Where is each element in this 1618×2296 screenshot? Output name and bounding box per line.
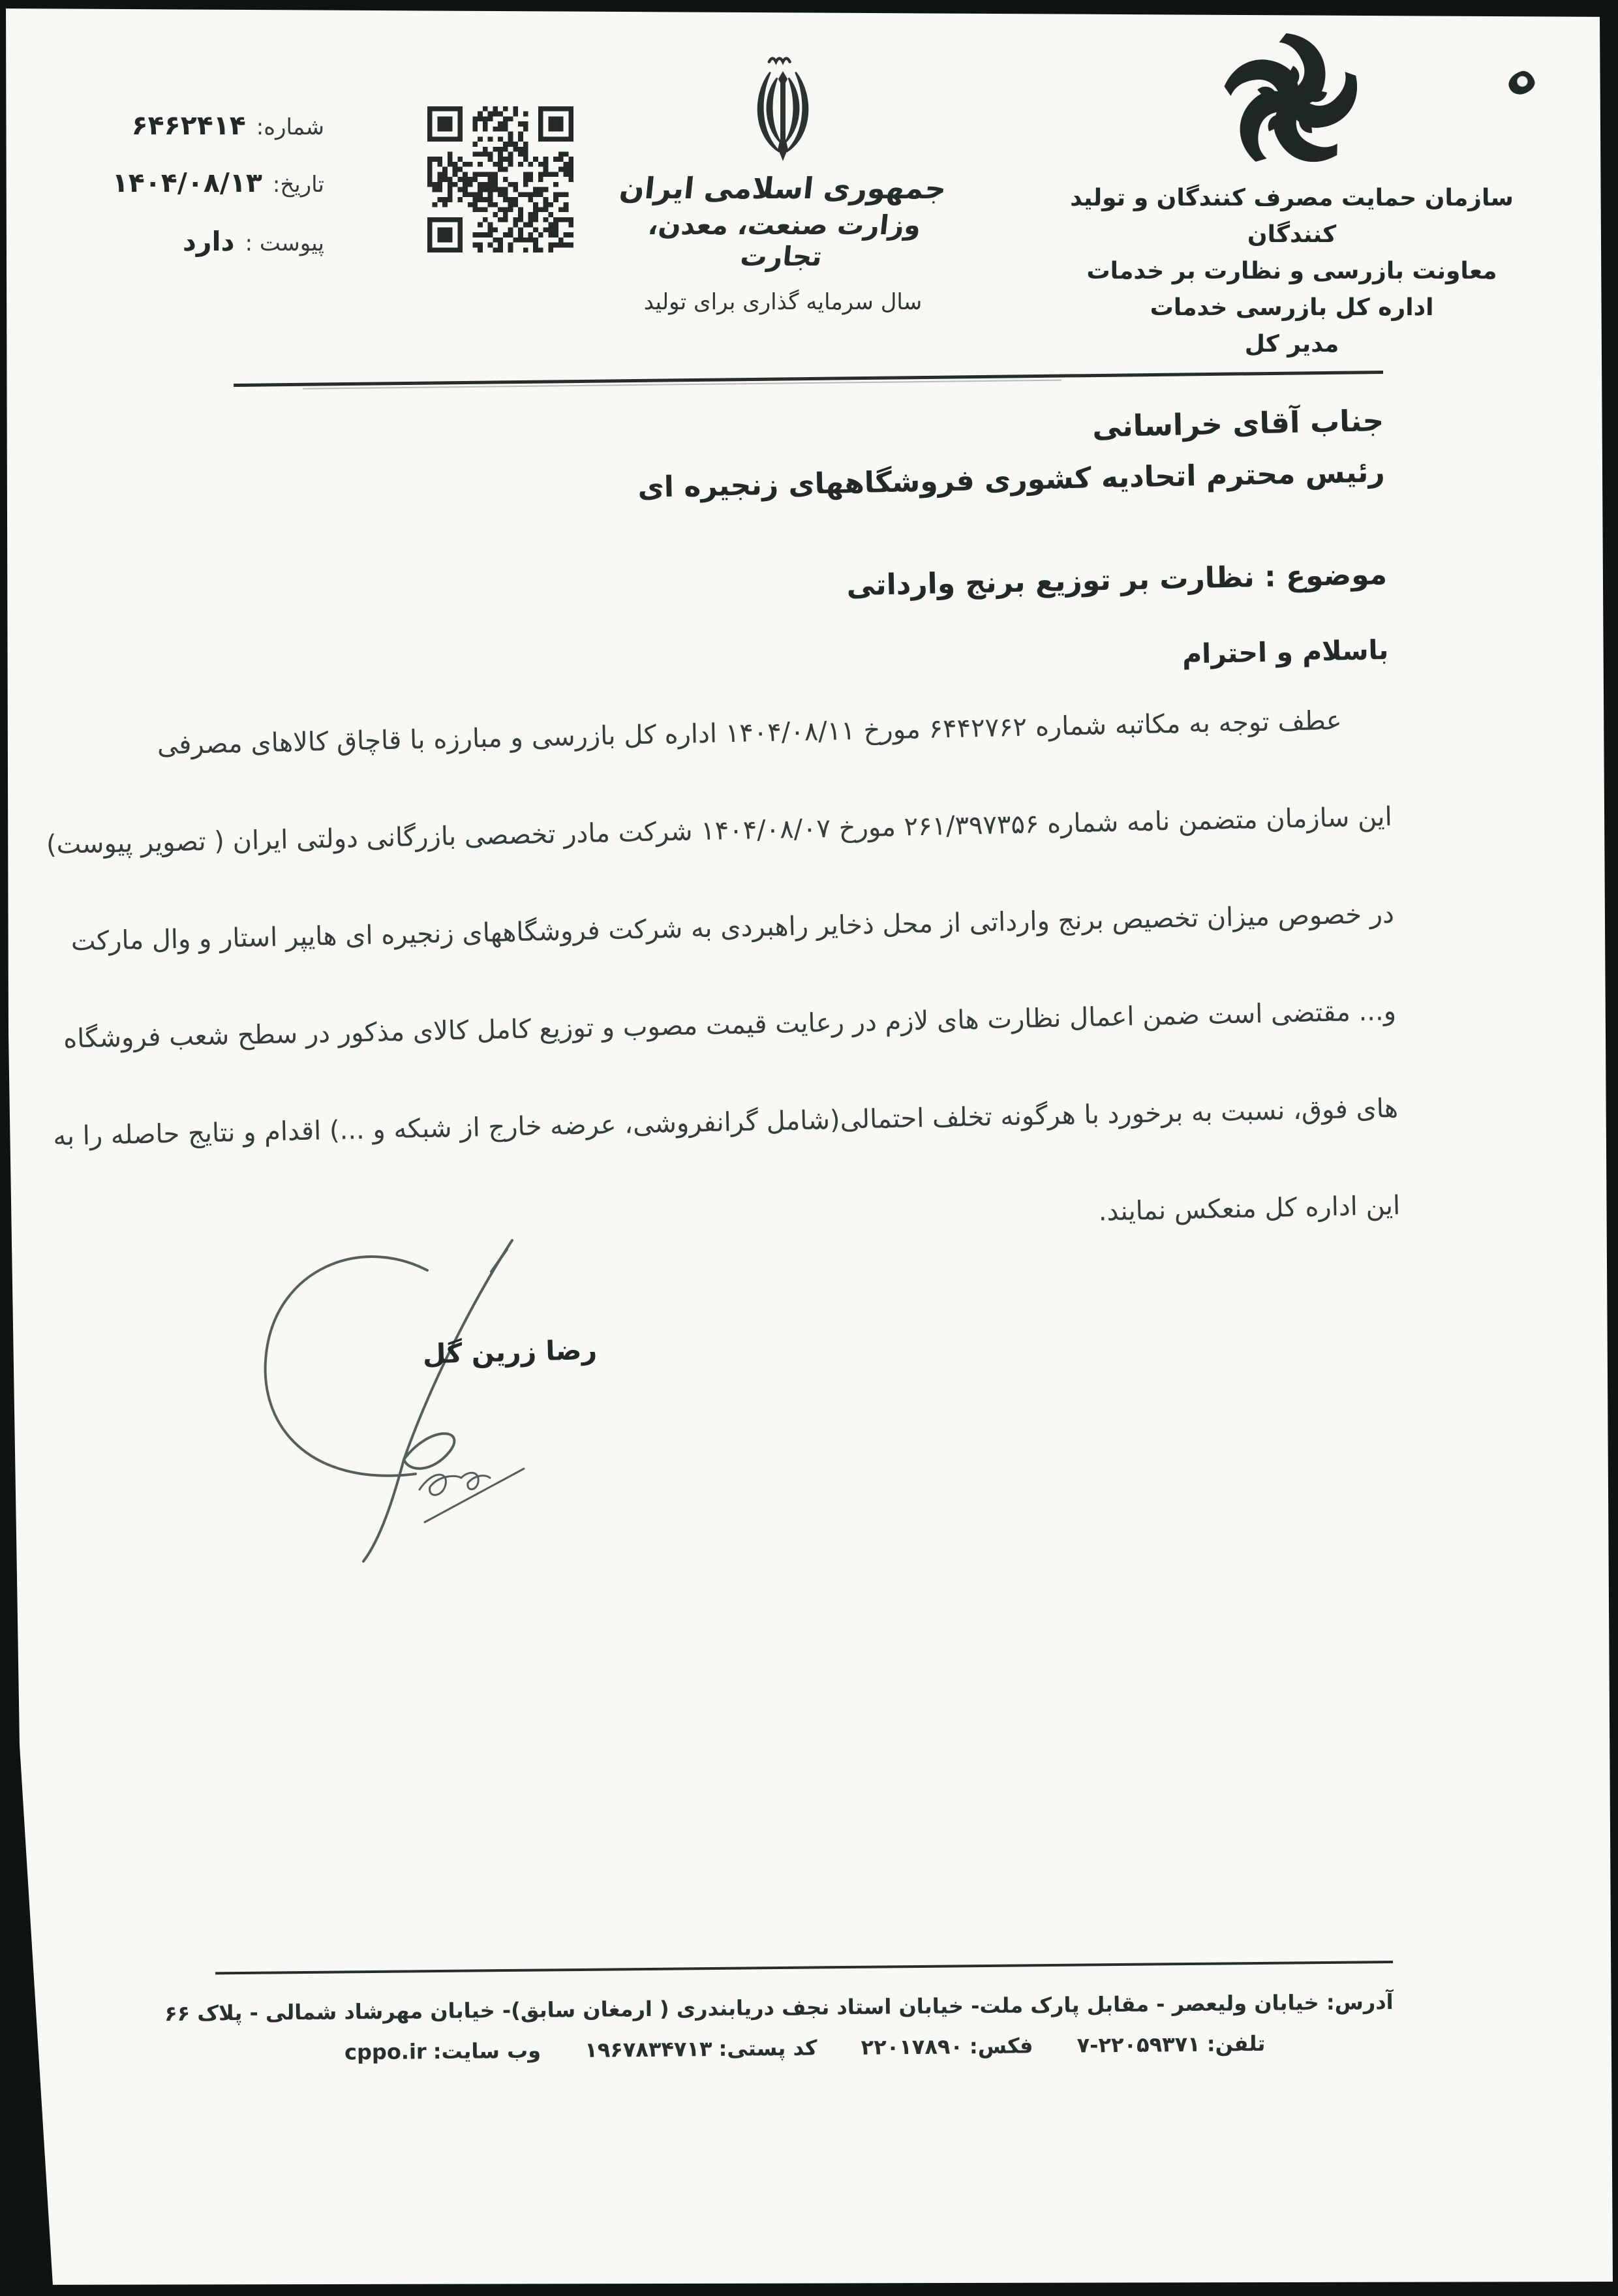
cppo-logo-icon <box>1214 25 1369 180</box>
letter-attachment-value: دارد <box>182 226 235 257</box>
org-name-line: سازمان حمایت مصرف کنندگان و تولید کنندگان <box>1070 185 1514 248</box>
salutation-line: باسلام و احترام <box>1182 634 1389 670</box>
recipient-name: جناب آقای خراسانی <box>1091 403 1384 444</box>
letter-date-row <box>112 167 324 198</box>
country-title: جمهوری اسلامی ایران <box>618 171 948 206</box>
letterhead-center <box>613 52 953 315</box>
letter-date-label: تاریخ: <box>272 172 324 198</box>
signer-name: رضا زرین گل <box>422 1334 598 1370</box>
footer-fax: فکس:۲۲۰۱۷۸۹۰ <box>861 2033 1033 2060</box>
letter-date-value: ۱۴۰۴/۰۸/۱۳ <box>112 167 262 198</box>
letter-attachment-row <box>183 226 324 257</box>
body-line: و... مقتضی است ضمن اعمال نظارت های لازم در رعایت قیمت مصوب و توزیع کامل کالای مذکور در سطح شعب فروشگاه <box>63 996 1397 1054</box>
subject-line: موضوع : نظارت بر توزیع برنج وارداتی <box>846 557 1388 603</box>
scan-edge-left <box>0 0 60 2296</box>
header-divider <box>234 371 1383 387</box>
letter-content <box>46 391 1402 1330</box>
body-line: در خصوص میزان تخصیص برنج وارداتی از محل ذخایر راهبردی به شرکت فروشگاههای زنجیره ای هایپر استار و وال مارکت <box>70 898 1395 957</box>
footer-divider <box>215 1961 1393 1974</box>
letter-number-row <box>132 110 324 141</box>
letter-attachment-label: پیوست : <box>245 230 324 256</box>
footer-postal-code: کد پستی:۱۹۶۷۸۳۴۷۱۳ <box>585 2035 817 2062</box>
footer-address: آدرس: خیابان ولیعصر - مقابل پارک ملت- خیابان استاد نجف دریابندری ( ارمغان سابق)- خیابان مهرشاد شمالی - پلاک ۶۶ <box>164 1989 1394 2027</box>
handwritten-signature <box>219 1230 545 1576</box>
recipient-title: رئیس محترم اتحادیه کشوری فروشگاههای زنجیره ای <box>637 455 1386 504</box>
iran-emblem-icon <box>748 52 817 168</box>
letter-number-value: ۶۴۶۲۴۱۴ <box>131 110 246 141</box>
body-line: عطف توجه به مکاتبه شماره ۶۴۴۲۷۶۲ مورخ ۱۴۰۴/۰۸/۱۱ اداره کل بازرسی و مبارزه با قاچاق کالاهای مصرفی <box>157 705 1343 761</box>
letter-number-label: شماره: <box>256 114 324 140</box>
year-slogan: سال سرمایه گذاری برای تولید <box>643 289 923 315</box>
footer-phone: تلفن:۲۲۰۵۹۳۷۱-۷ <box>1076 2030 1266 2058</box>
org-role-line: مدیر کل <box>1244 331 1339 358</box>
qr-code-icon <box>427 106 573 253</box>
ministry-title: وزارت صنعت، معدن، تجارت <box>647 209 923 272</box>
letterhead-right <box>1031 25 1553 363</box>
scan-edge-top <box>0 0 1618 18</box>
footer-website: وب سایت:cppo.ir <box>344 2038 542 2065</box>
scan-edge-bottom <box>0 2280 1618 2296</box>
footer-contact <box>216 2030 1394 2066</box>
body-line: های فوق، نسبت به برخورد با هرگونه تخلف احتمالی(شامل گرانفروشی، عرضه خارج از شبکه و ...) اقدام و نتایج حاصله را به <box>52 1093 1399 1152</box>
org-deputy-line: معاونت بازرسی و نظارت بر خدمات <box>1086 258 1497 284</box>
footer <box>164 1961 1394 2066</box>
scan-edge-right <box>1595 16 1618 2283</box>
body-line: این اداره کل منعکس نمایند. <box>1098 1190 1401 1227</box>
org-office-line: اداره کل بازرسی خدمات <box>1150 294 1434 321</box>
body-line: این سازمان متضمن نامه شماره ۲۶۱/۳۹۷۳۵۶ مورخ ۱۴۰۴/۰۸/۰۷ شرکت مادر تخصصی بازرگانی دولتی ایران ( تصویر پیوست) <box>46 801 1393 861</box>
